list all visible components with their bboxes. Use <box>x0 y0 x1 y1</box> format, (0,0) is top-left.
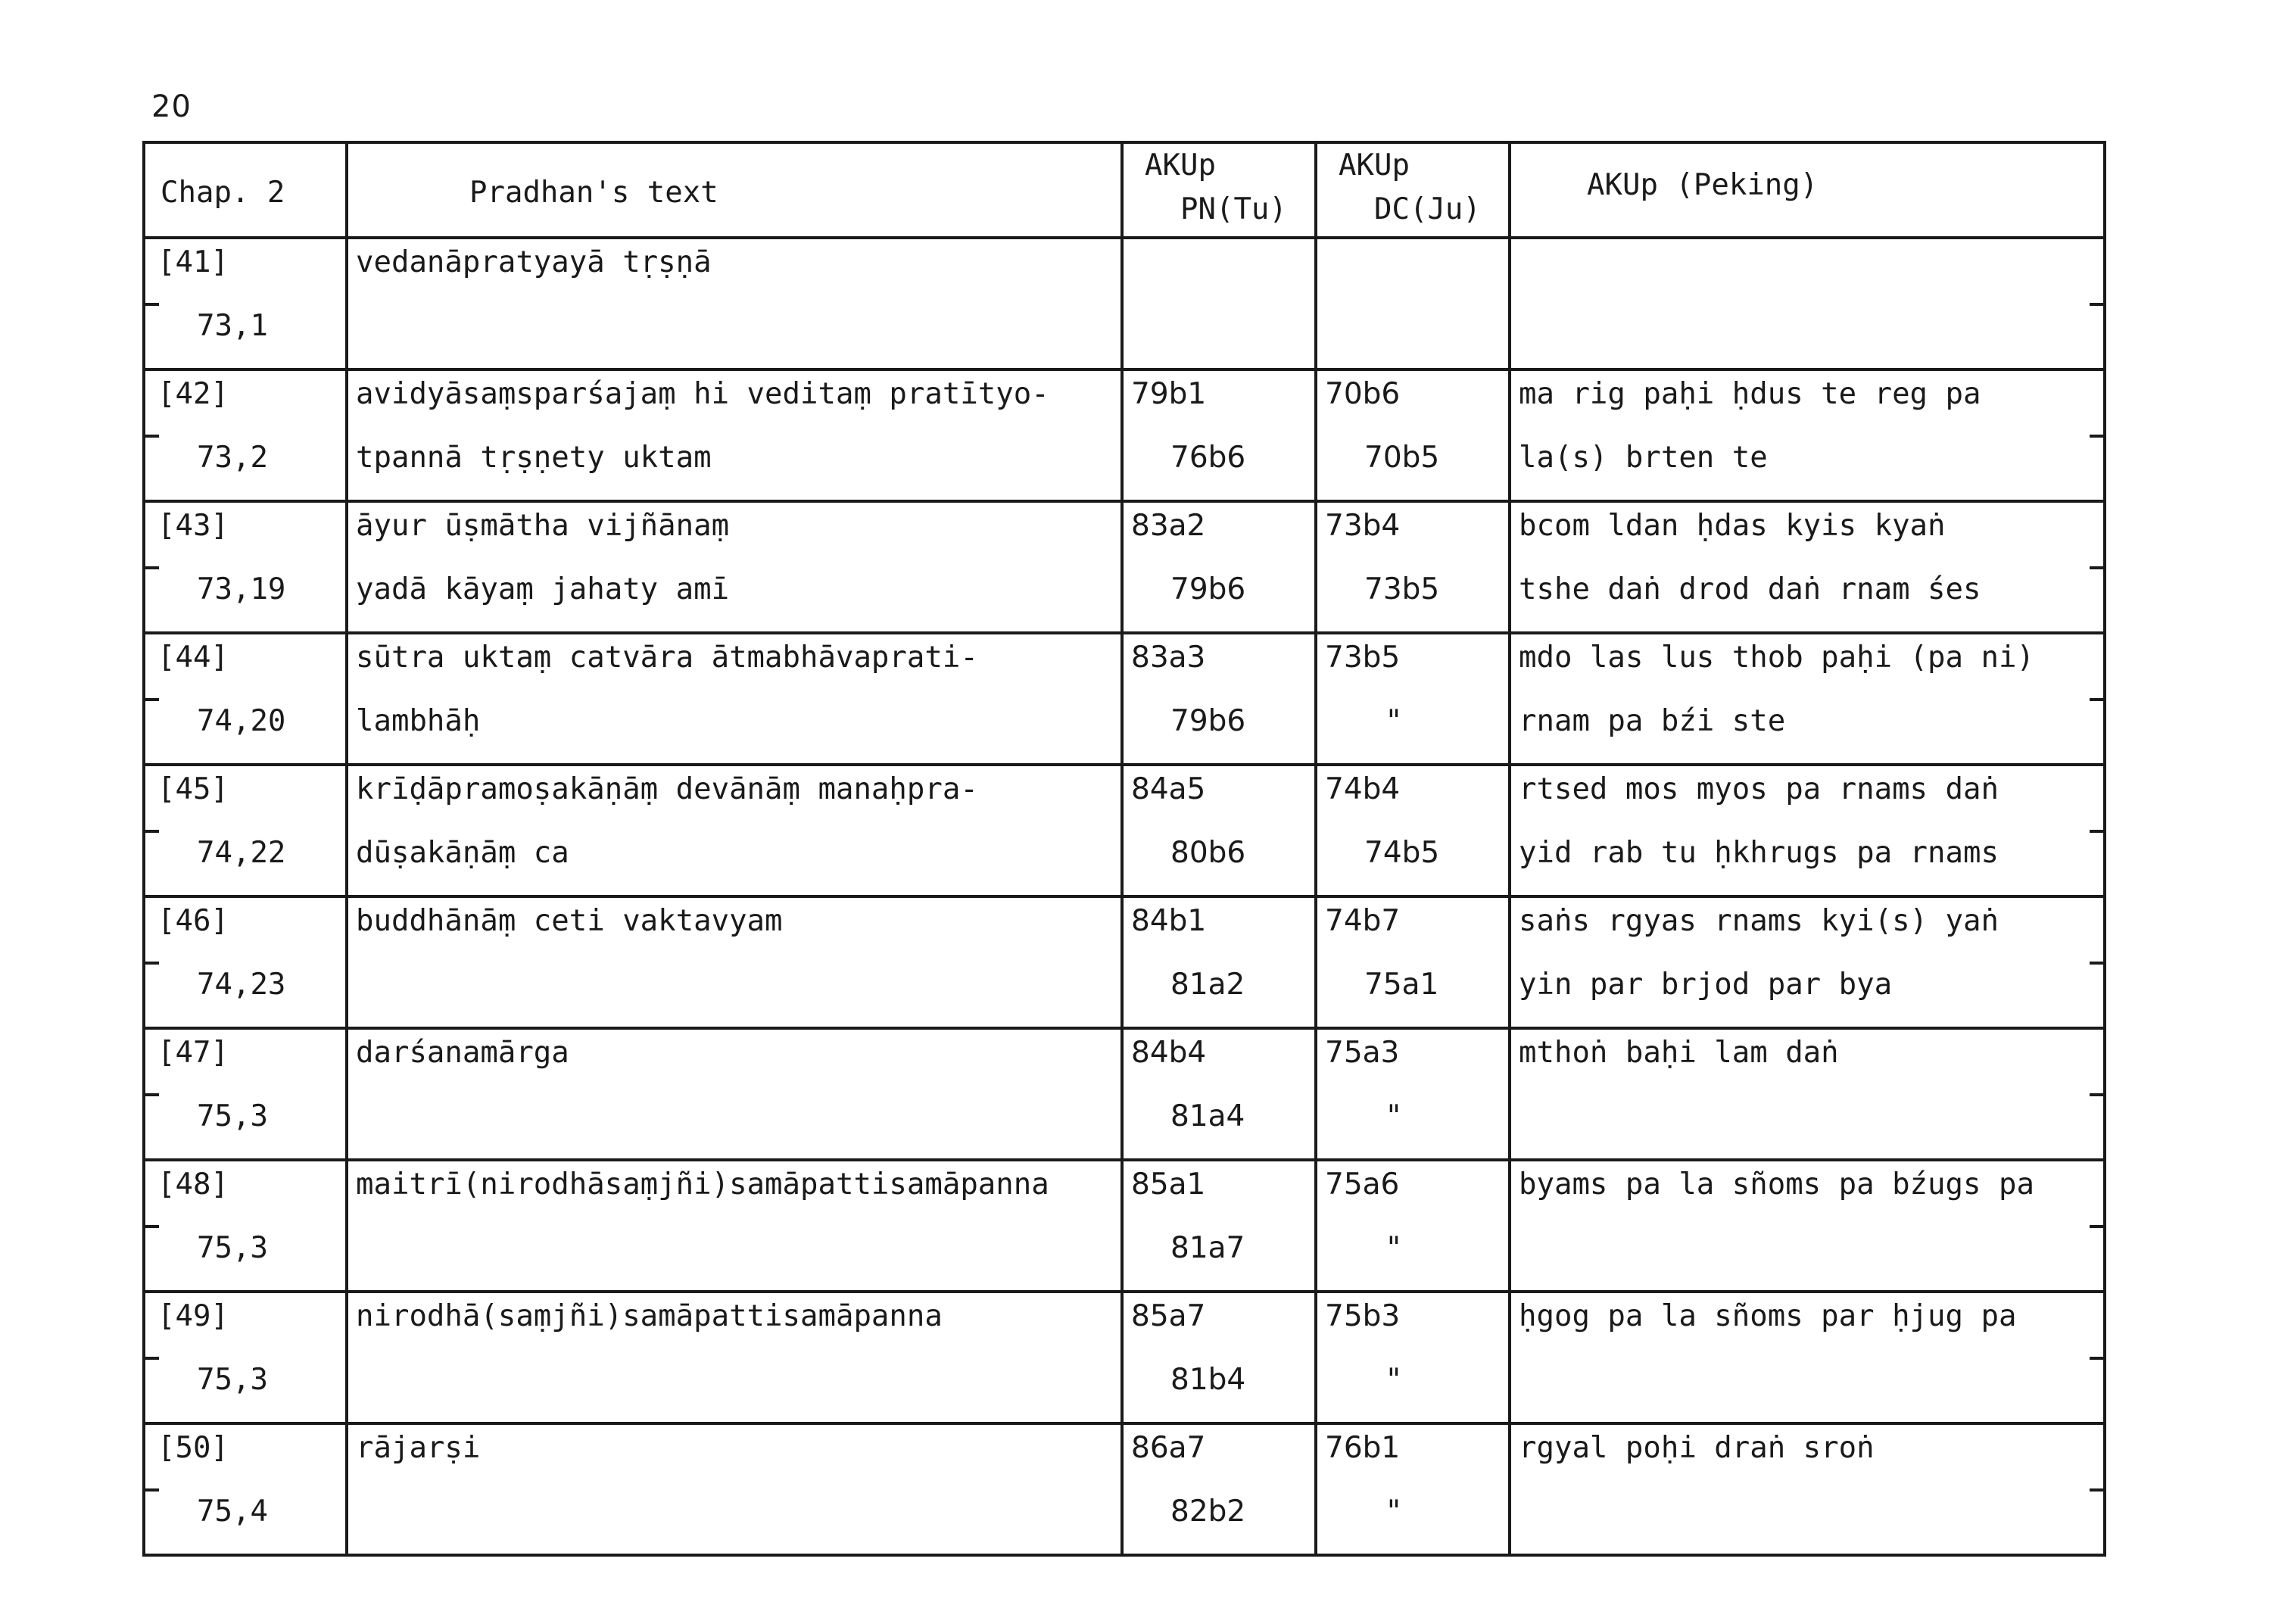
row-tick-mark <box>145 1488 159 1492</box>
row-tick-mark <box>2090 1225 2103 1228</box>
entry-number: [48] <box>157 1167 229 1202</box>
sanskrit-text-line-2: tpannā tṛṣṇety uktam <box>356 441 712 475</box>
entry-number: [43] <box>157 509 229 543</box>
table-row <box>144 1423 2105 1555</box>
entry-number: [47] <box>157 1036 229 1070</box>
dc-reference-cell <box>1316 1292 1510 1423</box>
entry-number: [45] <box>157 772 229 806</box>
row-tick-mark <box>145 566 159 569</box>
table-row <box>144 1292 2105 1423</box>
row-tick-mark <box>2090 566 2103 569</box>
table-row <box>144 633 2105 765</box>
dc-folio-2: " <box>1387 1231 1401 1265</box>
page-line-reference: 75,3 <box>197 1363 268 1397</box>
chapter-cell <box>144 1028 347 1160</box>
peking-text-cell <box>1510 238 2105 369</box>
dc-folio-1: 76b1 <box>1325 1431 1401 1465</box>
entry-number: [44] <box>157 641 229 675</box>
table-row <box>144 1028 2105 1160</box>
sanskrit-text-line-2: lambhāḥ <box>356 704 481 738</box>
pn-reference-cell <box>1122 1292 1316 1423</box>
sanskrit-text-line-1: nirodhā(saṃjñi)samāpattisamāpanna <box>356 1299 943 1333</box>
dc-folio-1: 70b6 <box>1325 377 1401 411</box>
pn-folio-2: 76b6 <box>1170 441 1246 475</box>
dc-folio-2: " <box>1387 1363 1401 1397</box>
peking-text-cell <box>1510 1292 2105 1423</box>
pradhan-text-cell <box>347 238 1122 369</box>
peking-text-cell <box>1510 765 2105 896</box>
row-tick-mark <box>145 1093 159 1096</box>
sanskrit-text-line-1: rājarṣi <box>356 1431 481 1465</box>
entry-number: [50] <box>157 1431 229 1465</box>
pn-folio-1: 83a2 <box>1131 509 1206 543</box>
entry-number: [41] <box>157 245 229 279</box>
header-dc-subtitle: DC(Ju) <box>1374 192 1481 226</box>
chapter-cell <box>144 1292 347 1423</box>
sanskrit-text-line-1: avidyāsaṃsparśajaṃ hi veditaṃ pratītyo- <box>356 377 1049 411</box>
pn-reference-cell <box>1122 369 1316 501</box>
pradhan-text-cell <box>347 633 1122 765</box>
row-tick-mark <box>2090 698 2103 701</box>
dc-folio-1: 75a3 <box>1325 1036 1400 1070</box>
pn-reference-cell <box>1122 238 1316 369</box>
pradhan-text-cell <box>347 1160 1122 1292</box>
page-line-reference: 75,3 <box>197 1231 268 1265</box>
page-line-reference: 73,19 <box>197 572 286 606</box>
dc-folio-2: " <box>1387 1495 1401 1529</box>
dc-reference-cell <box>1316 1028 1510 1160</box>
tibetan-text-line-2: yid rab tu ḥkhrugs pa rnams <box>1519 836 1999 870</box>
dc-reference-cell <box>1316 238 1510 369</box>
row-tick-mark <box>2090 435 2103 438</box>
peking-text-cell <box>1510 633 2105 765</box>
pn-reference-cell <box>1122 1160 1316 1292</box>
pn-folio-2: 79b6 <box>1170 704 1246 738</box>
row-tick-mark <box>2090 830 2103 833</box>
pradhan-text-cell <box>347 501 1122 633</box>
tibetan-text-line-2: yin par brjod par bya <box>1519 968 1893 1002</box>
chapter-cell <box>144 369 347 501</box>
dc-reference-cell <box>1316 1423 1510 1555</box>
table-row <box>144 896 2105 1028</box>
sanskrit-text-line-2: yadā kāyaṃ jahaty amī <box>356 572 730 606</box>
tibetan-text-line-1: ma rig paḥi ḥdus te reg pa <box>1519 377 1981 411</box>
row-tick-mark <box>2090 1488 2103 1492</box>
table-row <box>144 369 2105 501</box>
sanskrit-text-line-1: sūtra uktaṃ catvāra ātmabhāvaprati- <box>356 641 978 675</box>
peking-text-cell <box>1510 501 2105 633</box>
entry-number: [49] <box>157 1299 229 1333</box>
pn-folio-1: 84b4 <box>1131 1036 1207 1070</box>
chapter-cell <box>144 501 347 633</box>
row-tick-mark <box>145 1225 159 1228</box>
pradhan-text-cell <box>347 896 1122 1028</box>
chapter-cell <box>144 896 347 1028</box>
header-pn-subtitle: PN(Tu) <box>1180 192 1287 226</box>
page-line-reference: 74,20 <box>197 704 286 738</box>
pn-reference-cell <box>1122 1423 1316 1555</box>
tibetan-text-line-1: rgyal poḥi draṅ sroṅ <box>1519 1431 1875 1465</box>
pradhan-text-cell <box>347 765 1122 896</box>
pradhan-text-cell <box>347 369 1122 501</box>
page-line-reference: 73,2 <box>197 441 268 475</box>
dc-reference-cell <box>1316 633 1510 765</box>
sanskrit-text-line-2: dūṣakāṇāṃ ca <box>356 836 569 870</box>
row-tick-mark <box>2090 1357 2103 1360</box>
header-dc-title: AKUp <box>1339 148 1410 182</box>
pn-folio-1: 85a7 <box>1131 1299 1206 1333</box>
pn-folio-2: 80b6 <box>1170 836 1246 870</box>
entry-number: [46] <box>157 904 229 938</box>
header-chapter <box>144 142 347 238</box>
tibetan-text-line-1: rtsed mos myos pa rnams daṅ <box>1519 772 1999 806</box>
pn-folio-1: 84b1 <box>1131 904 1207 938</box>
tibetan-text-line-2: rnam pa bźi ste <box>1519 704 1786 738</box>
table-row <box>144 1160 2105 1292</box>
dc-folio-1: 75b3 <box>1325 1299 1401 1333</box>
table-header-row <box>144 142 2105 238</box>
dc-folio-2: 70b5 <box>1364 441 1440 475</box>
table-row <box>144 765 2105 896</box>
pn-reference-cell <box>1122 633 1316 765</box>
tibetan-text-line-1: ḥgog pa la sñoms par ḥjug pa <box>1519 1299 2017 1333</box>
tibetan-text-line-1: saṅs rgyas rnams kyi(s) yaṅ <box>1519 904 1999 938</box>
dc-folio-1: 73b5 <box>1325 641 1401 675</box>
pn-folio-2: 82b2 <box>1170 1495 1246 1529</box>
pn-reference-cell <box>1122 501 1316 633</box>
page-line-reference: 75,3 <box>197 1099 268 1133</box>
table-row <box>144 501 2105 633</box>
row-tick-mark <box>145 303 159 306</box>
dc-folio-2: 75a1 <box>1364 968 1439 1002</box>
pradhan-text-cell <box>347 1028 1122 1160</box>
sanskrit-text-line-1: āyur ūṣmātha vijñānaṃ <box>356 509 730 543</box>
entry-number: [42] <box>157 377 229 411</box>
pn-folio-1: 85a1 <box>1131 1167 1206 1202</box>
chapter-cell <box>144 1423 347 1555</box>
page-line-reference: 75,4 <box>197 1495 268 1529</box>
pn-folio-1: 84a5 <box>1131 772 1206 806</box>
pn-folio-2: 81a7 <box>1170 1231 1245 1265</box>
dc-reference-cell <box>1316 1160 1510 1292</box>
header-peking-label: AKUp (Peking) <box>1587 168 1819 202</box>
pn-folio-2: 81a4 <box>1170 1099 1245 1133</box>
row-tick-mark <box>2090 962 2103 965</box>
peking-text-cell <box>1510 1028 2105 1160</box>
dc-folio-2: " <box>1387 1099 1401 1133</box>
header-pn <box>1122 142 1316 238</box>
sanskrit-text-line-1: maitrī(nirodhāsaṃjñi)samāpattisamāpanna <box>356 1167 1049 1202</box>
pn-folio-2: 81b4 <box>1170 1363 1246 1397</box>
header-pradhan <box>347 142 1122 238</box>
page-number: 20 <box>151 89 192 124</box>
pn-reference-cell <box>1122 896 1316 1028</box>
dc-folio-2: 74b5 <box>1364 836 1440 870</box>
tibetan-text-line-1: bcom ldan ḥdas kyis kyaṅ <box>1519 509 1946 543</box>
tibetan-text-line-1: mdo las lus thob paḥi (pa ni) <box>1519 641 2034 675</box>
pradhan-text-cell <box>347 1423 1122 1555</box>
row-tick-mark <box>145 962 159 965</box>
dc-reference-cell <box>1316 765 1510 896</box>
pradhan-text-cell <box>347 1292 1122 1423</box>
tibetan-text-line-2: tshe daṅ drod daṅ rnam śes <box>1519 572 1981 606</box>
pn-reference-cell <box>1122 1028 1316 1160</box>
concordance-table <box>142 141 2106 1557</box>
chapter-cell <box>144 238 347 369</box>
header-chapter-label: Chap. 2 <box>161 176 285 210</box>
chapter-cell <box>144 765 347 896</box>
header-peking <box>1510 142 2105 238</box>
tibetan-text-line-1: mthoṅ baḥi lam daṅ <box>1519 1036 1839 1070</box>
chapter-cell <box>144 1160 347 1292</box>
peking-text-cell <box>1510 1423 2105 1555</box>
dc-reference-cell <box>1316 896 1510 1028</box>
row-tick-mark <box>145 830 159 833</box>
page-line-reference: 73,1 <box>197 309 268 343</box>
row-tick-mark <box>145 435 159 438</box>
pn-reference-cell <box>1122 765 1316 896</box>
table-row <box>144 238 2105 369</box>
peking-text-cell <box>1510 369 2105 501</box>
page-line-reference: 74,22 <box>197 836 286 870</box>
sanskrit-text-line-1: buddhānāṃ ceti vaktavyam <box>356 904 783 938</box>
dc-reference-cell <box>1316 501 1510 633</box>
dc-folio-1: 73b4 <box>1325 509 1401 543</box>
tibetan-text-line-2: la(s) brten te <box>1519 441 1768 475</box>
dc-folio-1: 75a6 <box>1325 1167 1400 1202</box>
pn-folio-1: 79b1 <box>1131 377 1207 411</box>
header-dc <box>1316 142 1510 238</box>
dc-folio-2: " <box>1387 704 1401 738</box>
tibetan-text-line-1: byams pa la sñoms pa bźugs pa <box>1519 1167 2034 1202</box>
header-pradhan-label: Pradhan's text <box>469 176 718 210</box>
dc-reference-cell <box>1316 369 1510 501</box>
row-tick-mark <box>2090 1093 2103 1096</box>
peking-text-cell <box>1510 1160 2105 1292</box>
header-pn-title: AKUp <box>1145 148 1216 182</box>
chapter-cell <box>144 633 347 765</box>
dc-folio-2: 73b5 <box>1364 572 1440 606</box>
pn-folio-2: 79b6 <box>1170 572 1246 606</box>
pn-folio-2: 81a2 <box>1170 968 1245 1002</box>
sanskrit-text-line-1: vedanāpratyayā tṛṣṇā <box>356 245 712 279</box>
row-tick-mark <box>2090 303 2103 306</box>
page-line-reference: 74,23 <box>197 968 286 1002</box>
sanskrit-text-line-1: krīḍāpramoṣakāṇāṃ devānāṃ manaḥpra- <box>356 772 978 806</box>
dc-folio-1: 74b7 <box>1325 904 1401 938</box>
sanskrit-text-line-1: darśanamārga <box>356 1036 569 1070</box>
row-tick-mark <box>145 1357 159 1360</box>
peking-text-cell <box>1510 896 2105 1028</box>
row-tick-mark <box>145 698 159 701</box>
pn-folio-1: 86a7 <box>1131 1431 1206 1465</box>
dc-folio-1: 74b4 <box>1325 772 1401 806</box>
pn-folio-1: 83a3 <box>1131 641 1206 675</box>
